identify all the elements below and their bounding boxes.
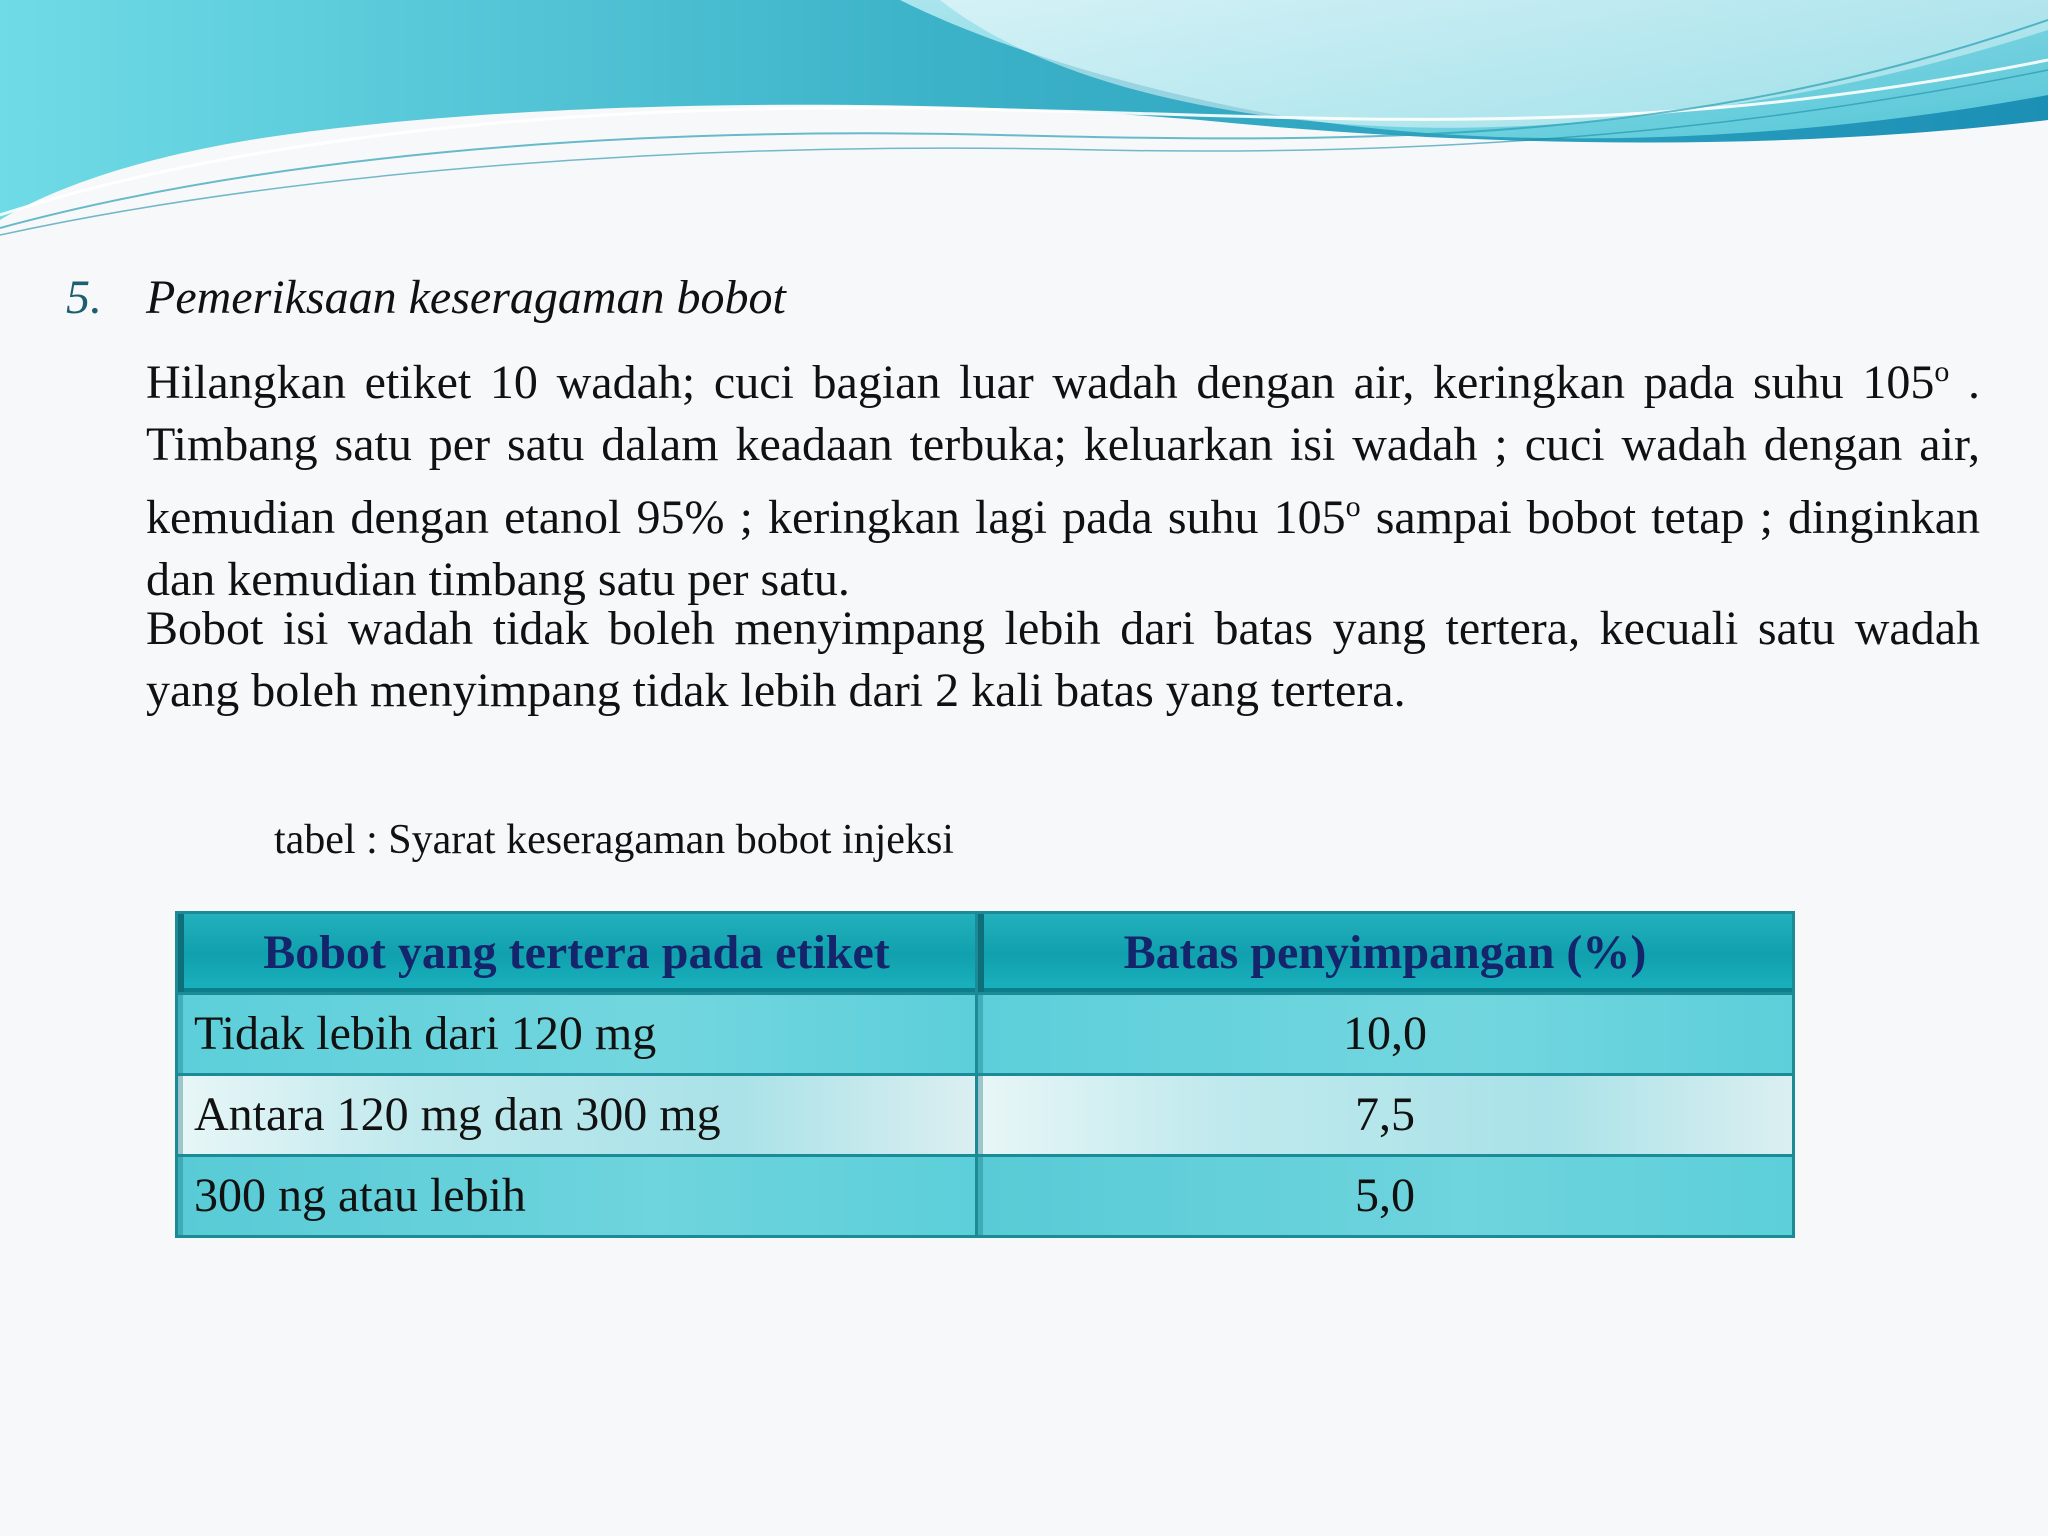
- table-header-cell: Batas penyimpangan (%): [977, 913, 1794, 994]
- paragraph-procedure: [146, 341, 1980, 611]
- table-cell-weight: Antara 120 mg dan 300 mg: [177, 1075, 977, 1156]
- table-row: [177, 1075, 1794, 1156]
- table-cell-weight: 300 ng atau lebih: [177, 1156, 977, 1237]
- paragraph-requirement: Bobot isi wadah tidak boleh menyimpang lebih dari batas yang tertera, kecuali satu wadah yang boleh menyimpang tidak lebih dari 2 kali batas yang tertera.: [146, 602, 1980, 717]
- section-title: Pemeriksaan keseragaman bobot: [146, 271, 786, 324]
- degree-superscript: o: [1345, 490, 1361, 523]
- table-cell-limit: 5,0: [977, 1156, 1794, 1237]
- weight-uniformity-table: [175, 911, 1795, 1238]
- table-cell-limit: 7,5: [977, 1075, 1794, 1156]
- section-number: 5.: [66, 271, 102, 324]
- table-cell-weight: Tidak lebih dari 120 mg: [177, 994, 977, 1075]
- table-row: [177, 1156, 1794, 1237]
- paragraph-procedure-part2: . Timbang satu per satu dalam keadaan terbuka; keluarkan isi wadah ; cuci wadah dengan air, kemudian dengan etanol 95% ; keringkan lagi pada suhu 105: [146, 356, 1981, 544]
- degree-superscript: o: [1934, 355, 1950, 388]
- table-header-row: [177, 913, 1794, 994]
- paragraph-procedure-part1: Hilangkan etiket 10 wadah; cuci bagian luar wadah dengan air, keringkan pada suhu 105: [146, 356, 1935, 409]
- table-cell-limit: 10,0: [977, 994, 1794, 1075]
- table-row: [177, 994, 1794, 1075]
- table-header-cell: Bobot yang tertera pada etiket: [177, 913, 977, 994]
- table-caption: tabel : Syarat keseragaman bobot injeksi: [274, 817, 954, 863]
- paragraph-procedure-part3: sampai bobot tetap ; dinginkan dan kemudian timbang satu per satu.: [146, 491, 1981, 606]
